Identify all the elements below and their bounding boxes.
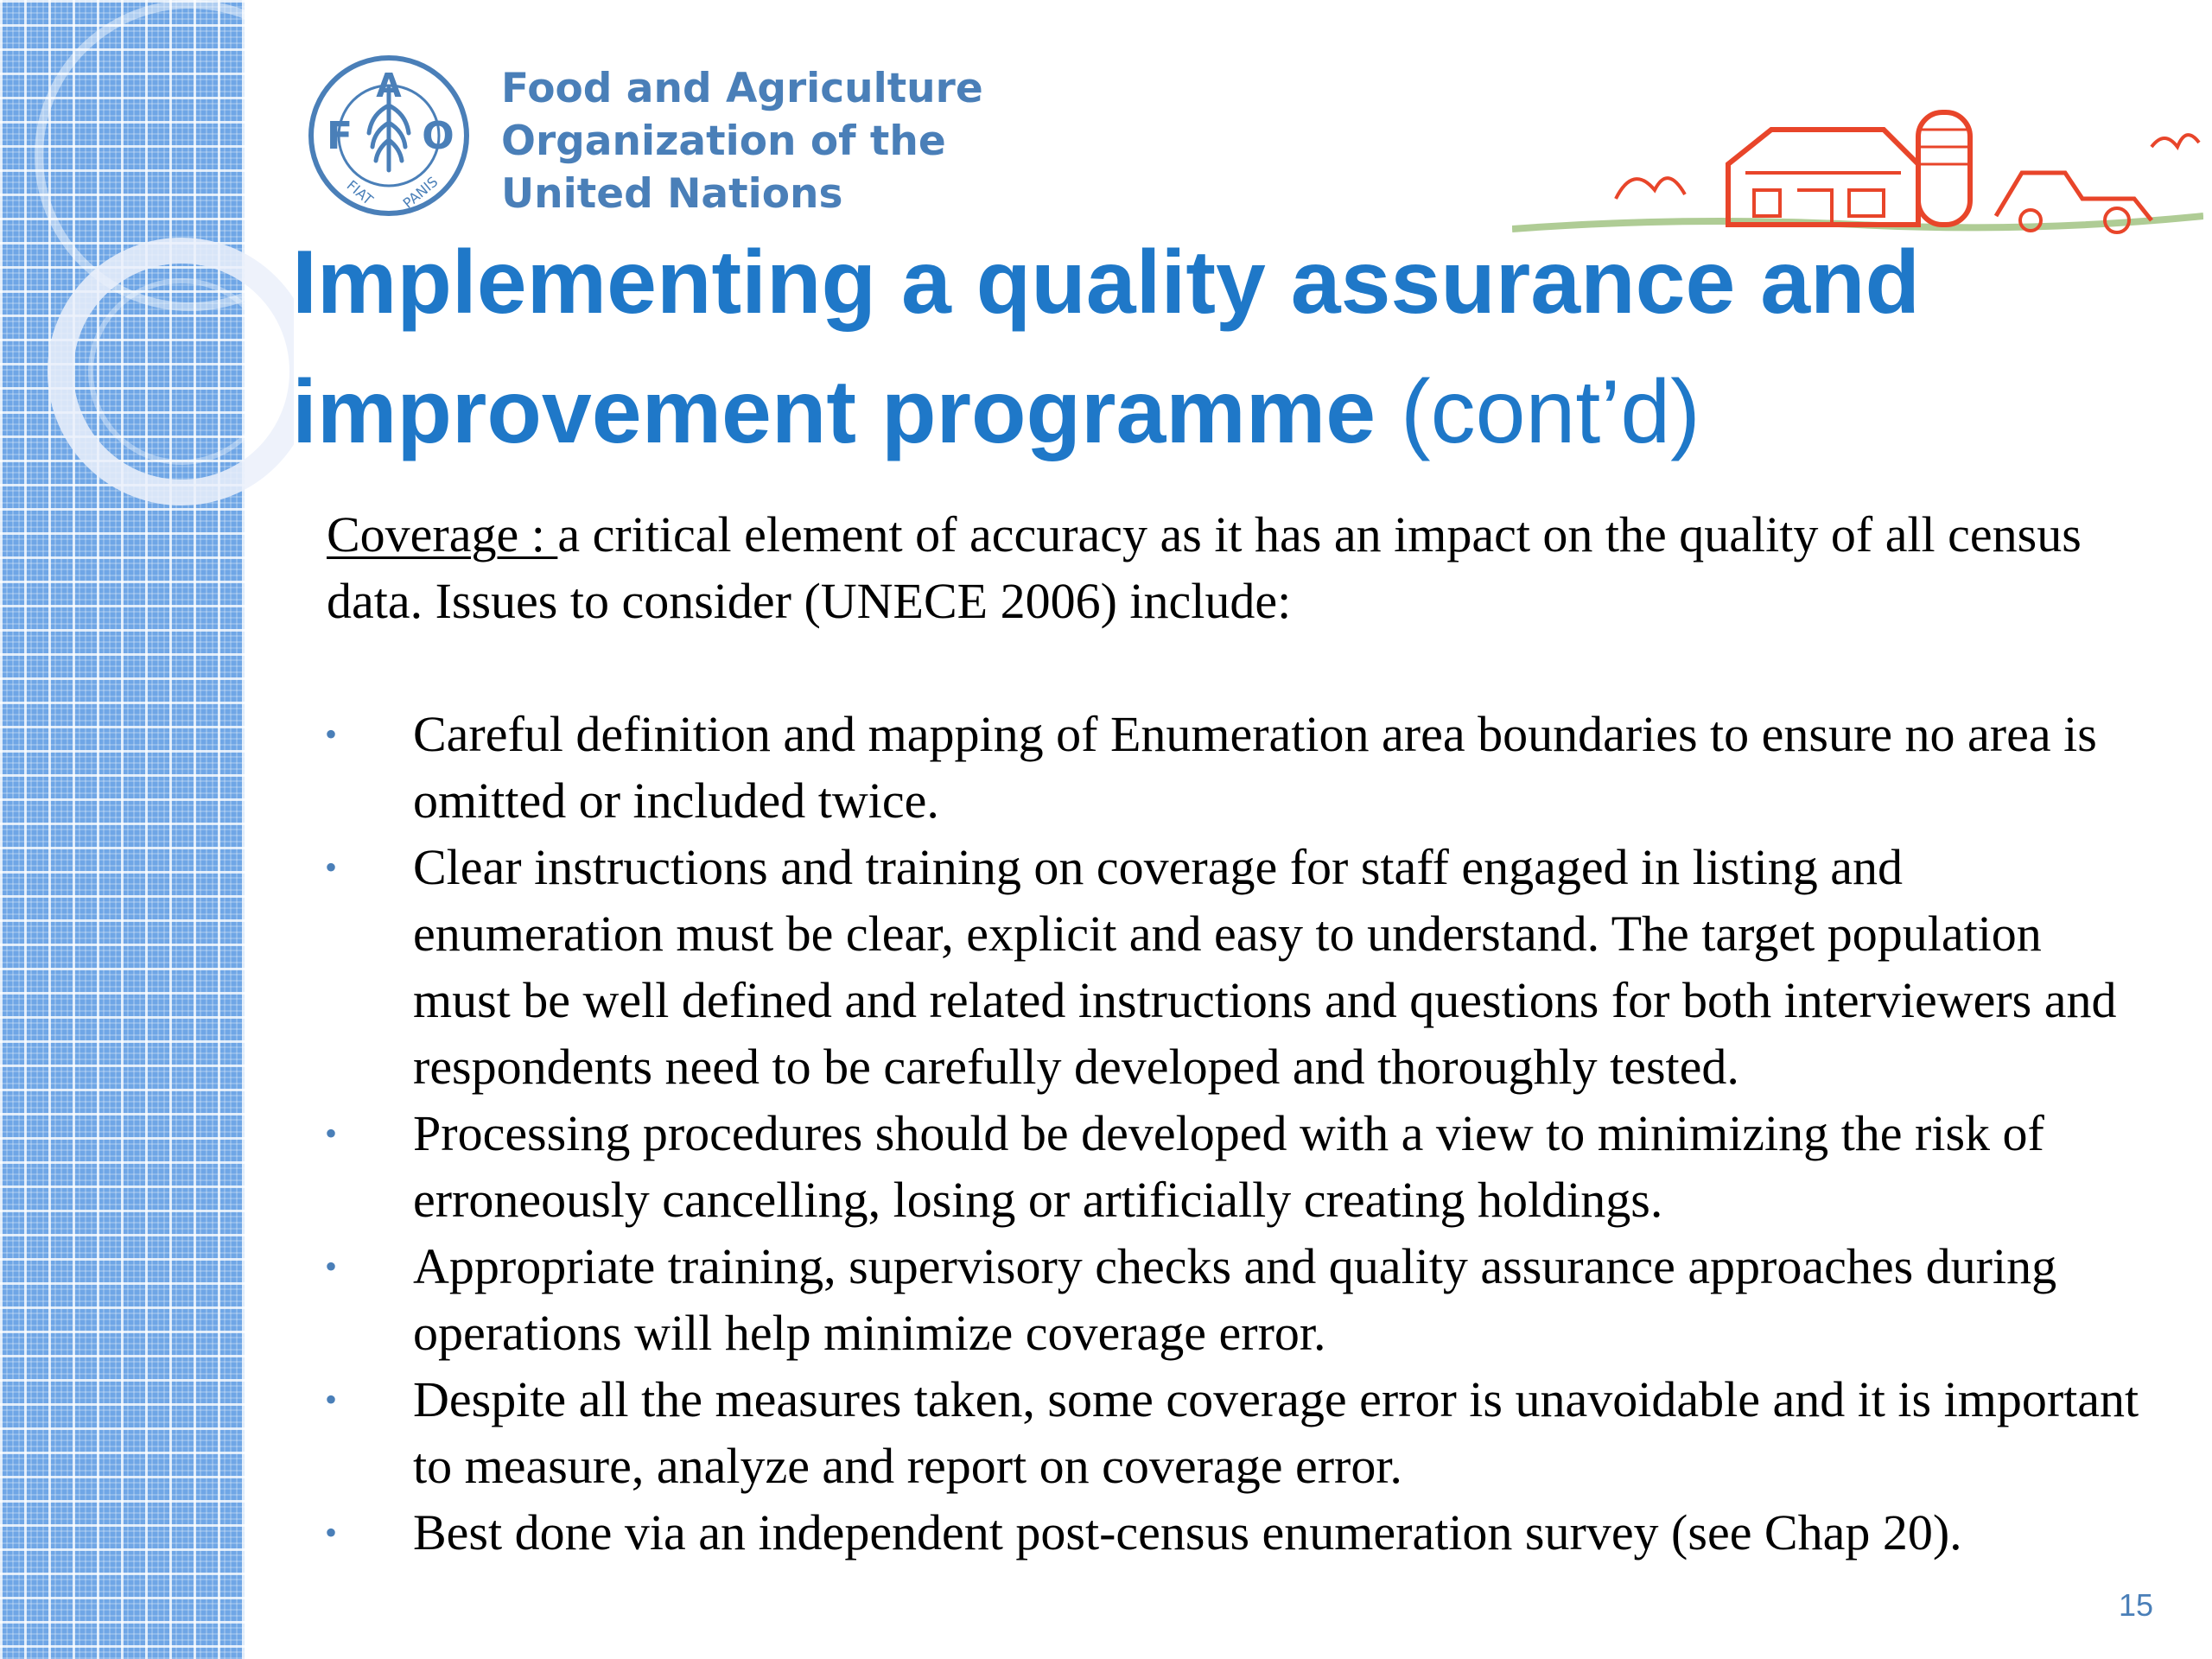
bullet-icon: • — [325, 1513, 338, 1552]
bullet-icon: • — [325, 715, 338, 753]
bullet-text: Appropriate training, supervisory checks and quality assurance approaches during operations will help minimize coverage error. — [413, 1238, 2057, 1361]
intro-paragraph — [327, 501, 2141, 634]
bullet-item — [327, 701, 2141, 834]
fao-logo-icon — [307, 54, 471, 218]
bullet-icon: • — [325, 1247, 338, 1286]
bullet-text: Processing procedures should be developed with a view to minimizing the risk of erroneously cancelling, losing or artificially creating holdings. — [413, 1105, 2044, 1228]
title-line-1: Implementing a quality assurance and — [292, 232, 1921, 333]
logo-letter-f: F — [326, 114, 353, 158]
bullet-item — [327, 1499, 2141, 1566]
bullet-item — [327, 1233, 2141, 1366]
bullet-icon: • — [325, 1114, 338, 1153]
bullet-text: Clear instructions and training on coverage for staff engaged in listing and enumeration must be clear, explicit and easy to understand. The target population must be well defined and related instructions and questions for both interviewers and respondents need to be carefully developed and thoroughly tested. — [413, 839, 2117, 1095]
slide-title — [292, 218, 2176, 477]
bullet-icon: • — [325, 1380, 338, 1419]
bullet-text: Despite all the measures taken, some coverage error is unavoidable and it is important to measure, analyze and report on coverage error. — [413, 1371, 2139, 1494]
org-name-line-2: Organization of the — [501, 118, 946, 165]
page-number: 15 — [2119, 1587, 2154, 1623]
logo-motto-fiat: FIAT — [343, 176, 377, 208]
bullet-text: Best done via an independent post-census enumeration survey (see Chap 20). — [413, 1504, 1962, 1560]
bullet-text: Careful definition and mapping of Enumeration area boundaries to ensure no area is omitted or included twice. — [413, 706, 2097, 829]
org-name-line-1: Food and Agriculture — [501, 65, 983, 112]
slide-body — [327, 501, 2141, 1566]
bullet-icon: • — [325, 848, 338, 887]
logo-letter-a: A — [376, 67, 402, 105]
title-continued: (cont’d) — [1401, 362, 1700, 462]
logo-motto-panis: PANIS — [399, 173, 442, 212]
bullet-item — [327, 1100, 2141, 1233]
bullet-item — [327, 1366, 2141, 1499]
bullet-item — [327, 834, 2141, 1100]
logo-letter-o: O — [422, 114, 454, 158]
coverage-term: Coverage : — [327, 506, 558, 563]
decorative-rings — [0, 0, 294, 605]
org-name-line-3: United Nations — [501, 170, 843, 218]
title-line-2: improvement programme — [292, 362, 1376, 462]
intro-text: a critical element of accuracy as it has an impact on the quality of all census data. Issues to consider (UNECE 2006) include: — [327, 506, 2082, 629]
bullet-list — [327, 701, 2141, 1566]
organization-name — [501, 62, 983, 220]
